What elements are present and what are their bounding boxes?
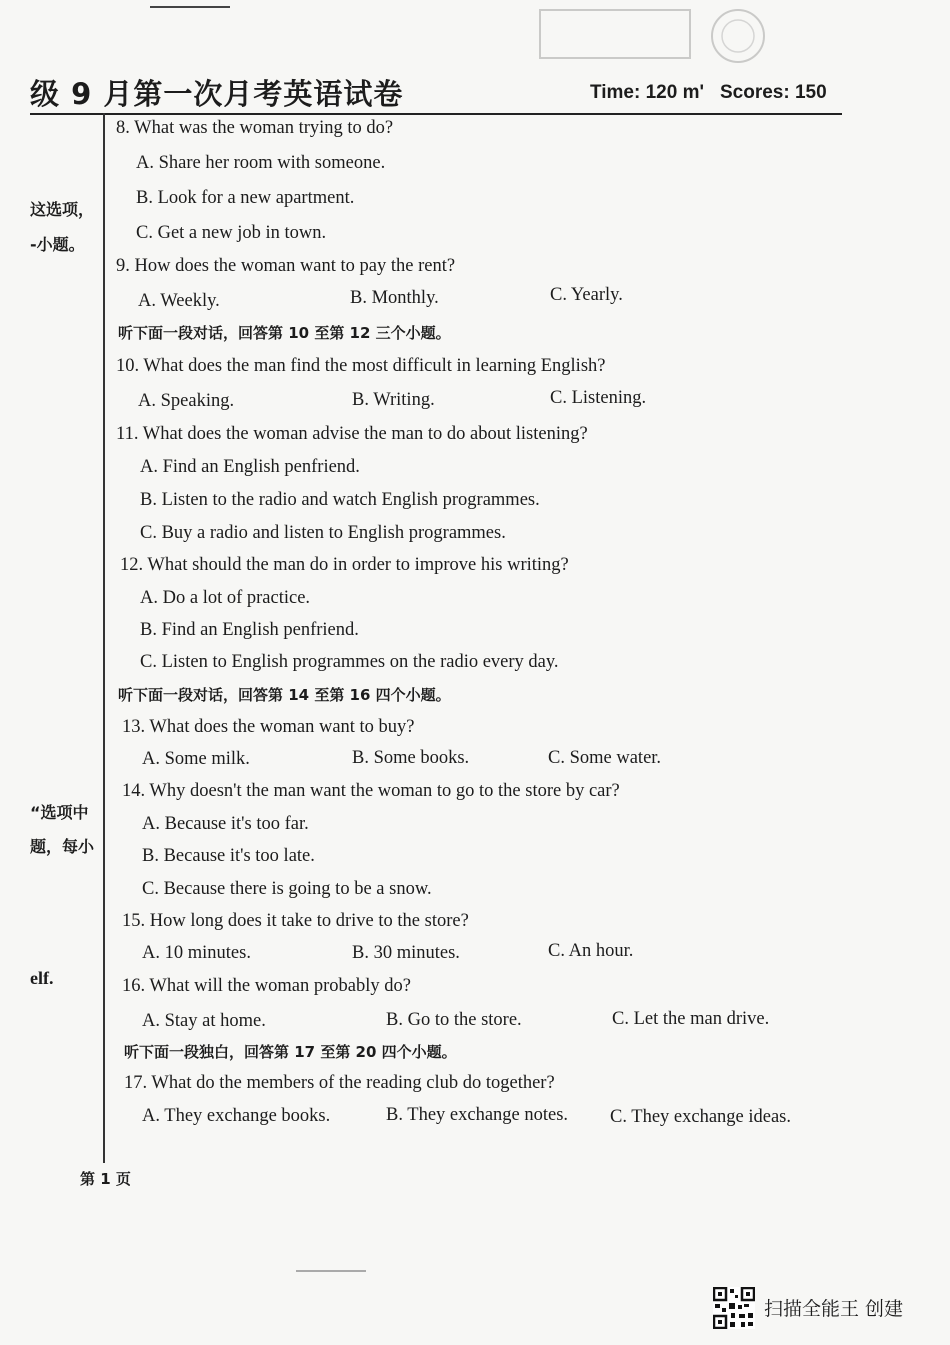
option-14b: B. Because it's too late. [142,846,315,866]
margin-note: elf. [30,968,54,988]
option-15a: A. 10 minutes. [142,943,251,963]
school-seal-icon [538,4,768,64]
exam-scores: Scores: 150 [720,82,827,103]
option-9a: A. Weekly. [138,291,220,311]
question-11: 11. What does the woman advise the man to do about listening? [116,424,588,444]
section-instruction: 听下面一段独白，回答第 17 至第 20 四个小题。 [124,1043,457,1061]
option-11a: A. Find an English penfriend. [140,457,360,477]
option-16c: C. Let the man drive. [612,1009,770,1029]
qr-code-icon [713,1287,755,1329]
option-8a: A. Share her room with someone. [136,153,386,173]
section-instruction: 听下面一段对话，回答第 10 至第 12 三个小题。 [118,324,451,342]
question-13: 13. What does the woman want to buy? [122,717,415,737]
section-instruction: 听下面一段对话，回答第 14 至第 16 四个小题。 [118,686,451,704]
margin-note: 这选项， [30,200,95,219]
option-12c: C. Listen to English programmes on the radio every day. [140,652,559,672]
option-16b: B. Go to the store. [386,1010,522,1030]
exam-time: Time: 120 m' [590,82,704,103]
question-17: 17. What do the members of the reading club do together? [124,1073,555,1093]
question-8: 8. What was the woman trying to do? [116,118,394,138]
binding-margin-rule [103,113,105,1163]
option-13c: C. Some water. [548,748,662,768]
question-9: 9. How does the woman want to pay the rent? [116,256,456,276]
option-11b: B. Listen to the radio and watch English programmes. [140,490,540,510]
question-14: 14. Why doesn't the man want the woman to go to the store by car? [122,781,620,801]
option-17a: A. They exchange books. [142,1106,331,1126]
option-13b: B. Some books. [352,748,470,768]
question-15: 15. How long does it take to drive to the store? [122,911,469,931]
page-number: 第 1 页 [80,1170,131,1188]
option-9c: C. Yearly. [550,285,623,305]
question-12: 12. What should the man do in order to improve his writing? [120,555,569,575]
option-16a: A. Stay at home. [142,1011,266,1031]
option-14a: A. Because it's too far. [142,814,309,834]
margin-note: “选项中 [30,803,89,822]
option-10b: B. Writing. [352,390,435,410]
option-12b: B. Find an English penfriend. [140,620,359,640]
header-rule [30,113,842,115]
option-10c: C. Listening. [550,388,647,408]
top-divider [150,6,230,8]
option-14c: C. Because there is going to be a snow. [142,879,432,899]
option-15b: B. 30 minutes. [352,943,460,963]
bottom-divider [296,1270,366,1272]
option-8c: C. Get a new job in town. [136,223,327,243]
option-9b: B. Monthly. [350,288,439,308]
margin-note: -小题。 [30,235,85,254]
option-8b: B. Look for a new apartment. [136,188,355,208]
option-17b: B. They exchange notes. [386,1105,569,1125]
exam-title: 级 9 月第一次月考英语试卷 [30,77,404,111]
margin-note: 题，每小 [30,837,95,856]
option-12a: A. Do a lot of practice. [140,588,311,608]
option-10a: A. Speaking. [138,391,235,411]
question-10: 10. What does the man find the most difficult in learning English? [116,356,606,376]
option-11c: C. Buy a radio and listen to English programmes. [140,523,506,543]
question-16: 16. What will the woman probably do? [122,976,411,996]
option-17c: C. They exchange ideas. [610,1107,792,1127]
scanner-brand-label: 扫描全能王 创建 [764,1298,904,1320]
option-15c: C. An hour. [548,941,634,961]
option-13a: A. Some milk. [142,749,250,769]
